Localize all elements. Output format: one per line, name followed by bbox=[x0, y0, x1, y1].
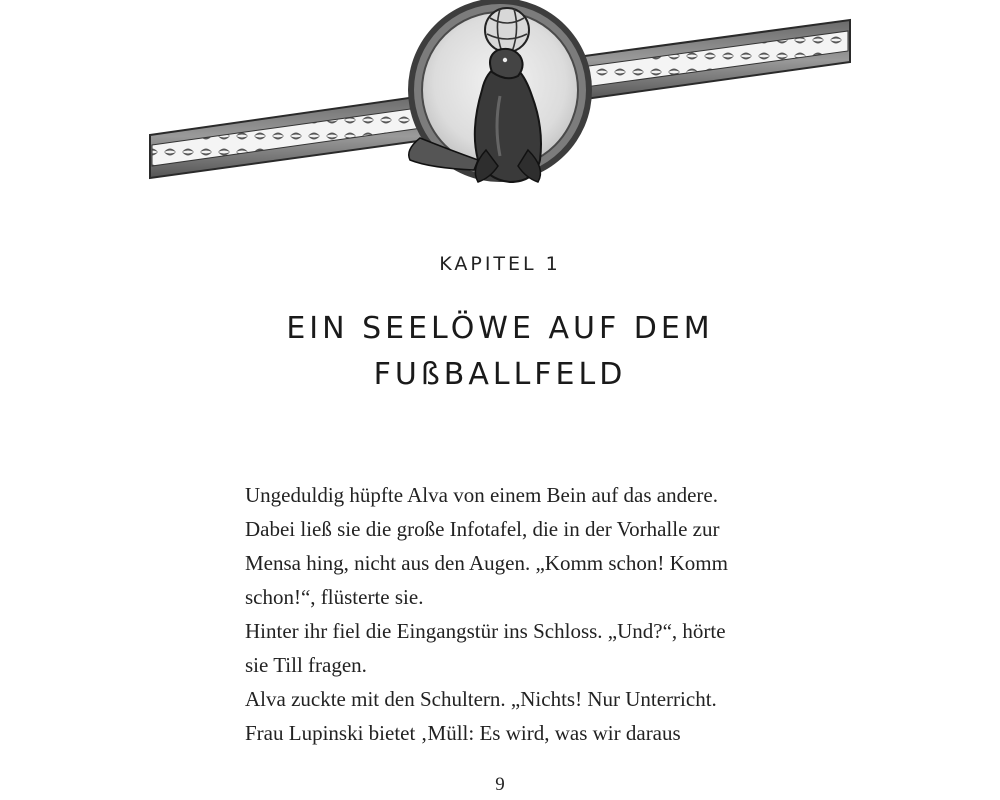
text-line: Ungeduldig hüpfte Alva von einem Bein auf das andere. bbox=[245, 483, 718, 507]
chapter-body-text bbox=[245, 478, 805, 750]
text-line: sie Till fragen. bbox=[245, 653, 367, 677]
text-line: Mensa hing, nicht aus den Augen. „Komm schon! Komm bbox=[245, 551, 728, 575]
page-number: 9 bbox=[495, 774, 505, 795]
chapter-label: KAPITEL 1 bbox=[439, 253, 561, 275]
text-line: Hinter ihr fiel die Eingangstür ins Schloss. „Und?“, hörte bbox=[245, 619, 726, 643]
chapter-title bbox=[0, 306, 1000, 398]
chapter-header-illustration bbox=[0, 0, 1000, 200]
text-line: Alva zuckte mit den Schultern. „Nichts! Nur Unterricht. bbox=[245, 687, 717, 711]
left-ornament-band bbox=[150, 95, 440, 178]
chapter-title-line: FUßBALLFELD bbox=[373, 357, 627, 392]
right-ornament-band bbox=[570, 20, 850, 100]
text-line: Dabei ließ sie die große Infotafel, die in der Vorhalle zur bbox=[245, 517, 720, 541]
chapter-title-line: EIN SEELÖWE AUF DEM bbox=[286, 311, 714, 346]
text-line: schon!“, flüsterte sie. bbox=[245, 585, 424, 609]
text-line: Frau Lupinski bietet ‚Müll: Es wird, was wir daraus bbox=[245, 721, 681, 745]
